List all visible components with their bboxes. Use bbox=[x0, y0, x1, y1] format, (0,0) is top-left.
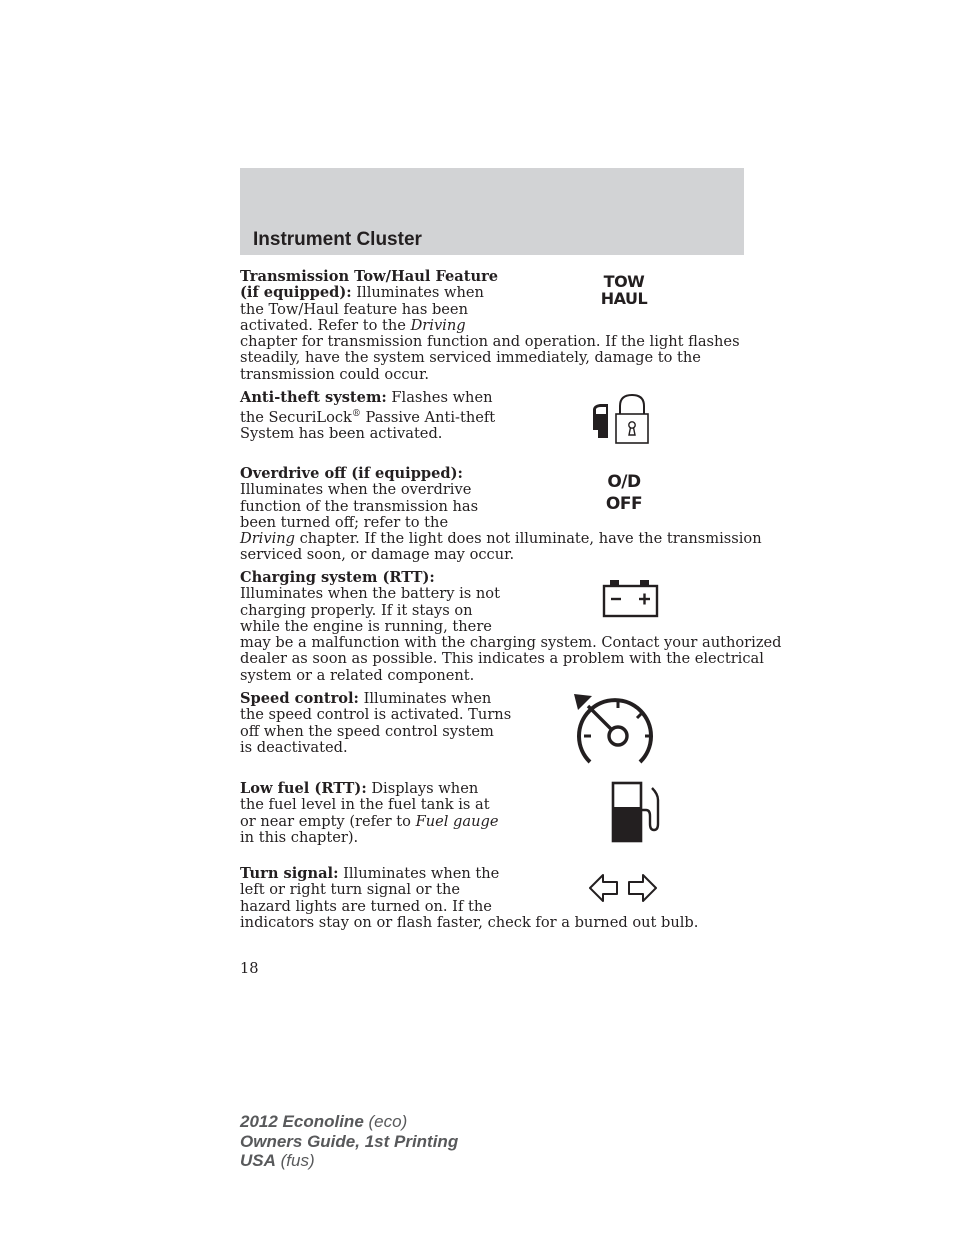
page-title: Instrument Cluster bbox=[253, 229, 422, 250]
overdrive-off-icon: O/D OFF bbox=[605, 472, 643, 514]
low-fuel-heading: Low fuel (RTT): bbox=[240, 780, 367, 797]
footer-edition: 2012 Econoline (eco) Owners Guide, 1st Printing USA (fus) bbox=[240, 1112, 459, 1170]
fuel-pump-icon bbox=[608, 780, 664, 844]
tow-haul-icon: TOW HAUL bbox=[600, 272, 648, 308]
speed-control-paragraph: Speed control: Illuminates when the speed control is activated. Turns off when the speed control system is deactivated. bbox=[240, 690, 512, 756]
low-fuel-paragraph: Low fuel (RTT): Displays when the fuel level in the fuel tank is at or near empty (refer to Fuel gauge in this chapter). bbox=[240, 780, 499, 846]
anti-theft-paragraph: Anti-theft system: Flashes when the SecuriLock® Passive Anti-theft System has been activated. bbox=[240, 389, 496, 443]
overdrive-paragraph: Overdrive off (if equipped): Illuminates when the overdrive function of the transmission has been turned off; refer to the Driving chapter. If the light does not illuminate, have the transmission serviced soon, or damage may occur. bbox=[240, 465, 762, 564]
turn-signal-arrows-icon bbox=[588, 873, 658, 903]
charging-heading: Charging system (RTT): bbox=[240, 569, 435, 586]
anti-theft-lock-icon bbox=[590, 392, 652, 446]
speed-control-icon bbox=[570, 688, 662, 770]
page-number: 18 bbox=[240, 960, 259, 977]
anti-theft-heading: Anti-theft system: bbox=[240, 389, 387, 406]
tow-haul-paragraph: Transmission Tow/Haul Feature (if equipped): Illuminates when the Tow/Haul feature has been activated. Refer to the Driving chapter for transmission function and operation. If the light flashes steadily, have the system serviced immediately, damage to the transmission could occur. bbox=[240, 268, 740, 383]
charging-paragraph: Charging system (RTT): Illuminates when the battery is not charging properly. If it stays on while the engine is running, there may be a malfunction with the charging system. Contact your authorized dealer as soon as possible. This indicates a problem with the electrical system or a related component. bbox=[240, 569, 782, 684]
turn-signal-heading: Turn signal: bbox=[240, 865, 339, 882]
tow-haul-heading: Transmission Tow/Haul Feature bbox=[240, 268, 499, 285]
battery-icon bbox=[602, 578, 660, 618]
overdrive-heading: Overdrive off (if equipped): bbox=[240, 465, 463, 482]
tow-haul-heading-2: (if equipped): bbox=[240, 284, 352, 302]
turn-signal-paragraph: Turn signal: Illuminates when the left or right turn signal or the hazard lights are turned on. If the indicators stay on or flash faster, check for a burned out bulb. bbox=[240, 865, 699, 931]
speed-control-heading: Speed control: bbox=[240, 690, 359, 707]
section-header bbox=[240, 168, 744, 255]
